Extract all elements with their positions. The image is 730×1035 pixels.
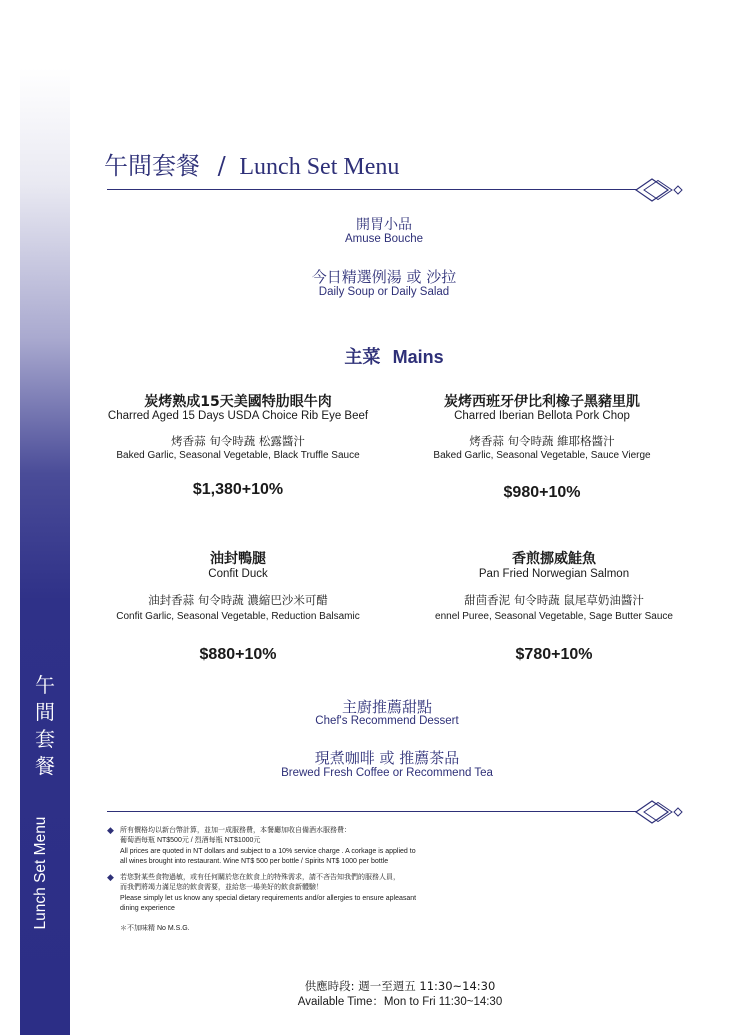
note-line: dining experience <box>120 905 175 913</box>
bullet-icon: ◆ <box>107 872 114 883</box>
main-dish-sides-cn: 烤香蒜 旬令時蔬 維耶格醬汁 <box>469 434 615 448</box>
main-dish-price: $980+10% <box>503 484 581 501</box>
note-line: 葡萄酒每瓶 NT$500元 / 烈酒每瓶 NT$1000元 <box>120 837 261 845</box>
dessert-en: Chef's Recommend Dessert <box>315 715 459 727</box>
amuse-bouche-en: Amuse Bouche <box>345 233 423 245</box>
dietary-note <box>107 873 527 914</box>
main-dish-name-en: Pan Fried Norwegian Salmon <box>478 568 630 580</box>
note-line: 而我們將竭力滿足您的飲食需要，並給您一場美好的飲食新體驗！ <box>120 884 323 892</box>
main-dish-name-cn: 炭烤熟成15天美國特肋眼牛肉 <box>144 394 332 410</box>
sidebar-vertical-title-cn <box>20 672 70 780</box>
sidebar-char: 套 <box>35 727 55 751</box>
page-title-cn: 午間套餐 <box>104 152 200 180</box>
diamond-ornament-icon <box>634 799 686 825</box>
sidebar-char: 午 <box>35 673 55 697</box>
page-title-en: Lunch Set Menu <box>239 154 400 180</box>
title-divider <box>107 189 637 190</box>
note-line: Please simply let us know any special dietary requirements and/or allergies to ensure apleasant <box>120 894 417 902</box>
mains-heading-en: Mains <box>392 347 444 367</box>
sidebar-char: 餐 <box>35 754 55 778</box>
main-dish-sides-en: Baked Garlic, Seasonal Vegetable, Black Truffle Sauce <box>116 450 360 461</box>
main-dish-sides-cn: 甜茴香泥 旬令時蔬 鼠尾草奶油醬汁 <box>464 593 644 607</box>
main-dish-name-en: Charred Aged 15 Days USDA Choice Rib Eye Beef <box>107 410 369 422</box>
notes-divider <box>107 811 637 812</box>
page-title <box>104 146 399 181</box>
main-dish-price: $780+10% <box>515 646 593 663</box>
page-title-separator: / <box>217 152 226 180</box>
sidebar-vertical-title-en: Lunch Set Menu <box>32 816 49 930</box>
soup-salad-en: Daily Soup or Daily Salad <box>318 286 450 298</box>
main-dish-price: $1,380+10% <box>192 481 284 498</box>
main-dish-name-en: Confit Duck <box>208 568 268 580</box>
soup-salad-cn: 今日精選例湯 或 沙拉 <box>311 268 457 286</box>
main-dish-price: $880+10% <box>199 646 277 663</box>
note-line: all wines brought into restaurant. Wine NT$ 500 per bottle / Spirits NT$ 1000 per bottle <box>120 857 389 865</box>
price-note <box>107 826 527 867</box>
no-msg-note: ＊不加味精 No M.S.G. <box>120 925 190 933</box>
main-dish-name-cn: 香煎挪威鮭魚 <box>512 551 596 567</box>
main-dish-name-cn: 油封鴨腿 <box>210 551 266 567</box>
main-dish-name-cn: 炭烤西班牙伊比利橡子黑豬里肌 <box>444 394 640 410</box>
drink-en: Brewed Fresh Coffee or Recommend Tea <box>281 767 493 779</box>
amuse-bouche-cn: 開胃小品 <box>356 217 412 233</box>
main-dish-sides-cn: 油封香蒜 旬令時蔬 濃縮巴沙米可醋 <box>148 593 328 607</box>
mains-heading <box>294 343 494 369</box>
note-line: 若您對某些食物過敏，或有任何關於您在飲食上的特殊需求，請不吝告知我們的服務人員， <box>120 874 400 882</box>
dessert-cn: 主廚推薦甜點 <box>341 698 432 716</box>
drink-cn: 現煮咖啡 或 推薦茶品 <box>314 749 460 767</box>
menu-notes <box>107 826 527 935</box>
note-line: All prices are quoted in NT dollars and subject to a 10% service charge . A corkage is applied to <box>120 847 416 855</box>
bullet-icon: ◆ <box>107 825 114 835</box>
main-dish-sides-cn: 烤香蒜 旬令時蔬 松露醬汁 <box>171 434 305 448</box>
mains-heading-cn: 主菜 <box>344 347 381 368</box>
note-line: 所有價格均以新台幣計算，並加一成服務費，本餐廳加收自備酒水服務費： <box>120 827 351 834</box>
main-dish-sides-en: Baked Garlic, Seasonal Vegetable, Sauce Vierge <box>433 450 651 461</box>
main-dish-sides-en: Confit Garlic, Seasonal Vegetable, Reduction Balsamic <box>116 611 360 622</box>
service-time-en: Available Time：Mon to Fri 11:30~14:30 <box>297 996 503 1008</box>
sidebar-char: 間 <box>35 700 55 724</box>
service-time-cn: 供應時段: 週一至週五 11:30~14:30 <box>304 979 496 993</box>
diamond-ornament-icon <box>634 177 686 203</box>
main-dish-name-en: Charred Iberian Bellota Pork Chop <box>454 410 630 422</box>
main-dish-sides-en: ennel Puree, Seasonal Vegetable, Sage Butter Sauce <box>435 611 673 622</box>
